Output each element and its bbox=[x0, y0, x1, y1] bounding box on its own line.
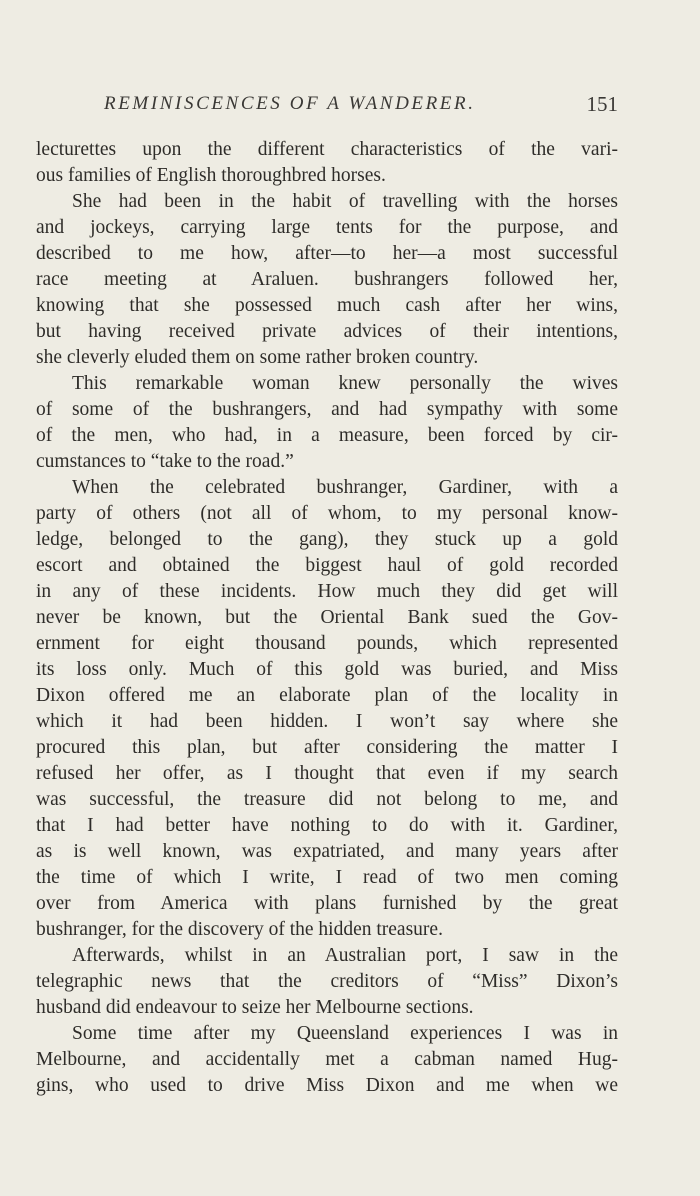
text-line: Melbourne, and accidentally met a cabman named Hug- bbox=[36, 1049, 618, 1070]
text-line: never be known, but the Oriental Bank sued the Gov- bbox=[36, 607, 618, 628]
page-number: 151 bbox=[586, 92, 618, 116]
body-text bbox=[36, 137, 618, 1099]
text-line: race meeting at Araluen. bushrangers followed her, bbox=[36, 269, 618, 290]
text-line: described to me how, after—to her—a most successful bbox=[36, 243, 618, 264]
text-line: bushranger, for the discovery of the hidden treasure. bbox=[36, 919, 443, 940]
text-line: of some of the bushrangers, and had sympathy with some bbox=[36, 399, 618, 420]
text-line: in any of these incidents. How much they did get will bbox=[36, 581, 618, 602]
text-line: lecturettes upon the different characteristics of the vari- bbox=[36, 139, 618, 160]
text-line: which it had been hidden. I won’t say where she bbox=[36, 711, 618, 732]
text-line: of the men, who had, in a measure, been forced by cir- bbox=[36, 425, 618, 446]
text-line: party of others (not all of whom, to my personal know- bbox=[36, 503, 618, 524]
text-line: that I had better have nothing to do with it. Gardiner, bbox=[36, 815, 618, 836]
text-line: escort and obtained the biggest haul of gold recorded bbox=[36, 555, 618, 576]
text-line: cumstances to “take to the road.” bbox=[36, 451, 294, 472]
text-line: refused her offer, as I thought that even if my search bbox=[36, 763, 618, 784]
text-line: ous families of English thoroughbred horses. bbox=[36, 165, 386, 186]
text-line: She had been in the habit of travelling with the horses bbox=[72, 191, 618, 212]
text-line: knowing that she possessed much cash after her wins, bbox=[36, 295, 618, 316]
text-line: she cleverly eluded them on some rather broken country. bbox=[36, 347, 479, 368]
text-line: When the celebrated bushranger, Gardiner, with a bbox=[72, 477, 618, 498]
text-line: ernment for eight thousand pounds, which represented bbox=[36, 633, 618, 654]
text-line: Afterwards, whilst in an Australian port, I saw in the bbox=[72, 945, 618, 966]
text-line: Some time after my Queensland experiences I was in bbox=[72, 1023, 618, 1044]
text-line: its loss only. Much of this gold was buried, and Miss bbox=[36, 659, 618, 680]
text-line: gins, who used to drive Miss Dixon and me when we bbox=[36, 1075, 618, 1096]
running-title: REMINISCENCES OF A WANDERER. bbox=[104, 93, 476, 114]
text-line: as is well known, was expatriated, and many years after bbox=[36, 841, 618, 862]
text-line: procured this plan, but after considering the matter I bbox=[36, 737, 618, 758]
text-line: Dixon offered me an elaborate plan of the locality in bbox=[36, 685, 618, 706]
text-line: telegraphic news that the creditors of “Miss” Dixon’s bbox=[36, 971, 618, 992]
text-line: the time of which I write, I read of two men coming bbox=[36, 867, 618, 888]
page-header bbox=[36, 93, 618, 121]
text-line: This remarkable woman knew personally the wives bbox=[72, 373, 618, 394]
text-line: and jockeys, carrying large tents for the purpose, and bbox=[36, 217, 618, 238]
text-line: but having received private advices of their intentions, bbox=[36, 321, 618, 342]
text-line: ledge, belonged to the gang), they stuck up a gold bbox=[36, 529, 618, 550]
text-line: husband did endeavour to seize her Melbourne sections. bbox=[36, 997, 474, 1018]
text-line: was successful, the treasure did not belong to me, and bbox=[36, 789, 618, 810]
text-line: over from America with plans furnished by the great bbox=[36, 893, 618, 914]
